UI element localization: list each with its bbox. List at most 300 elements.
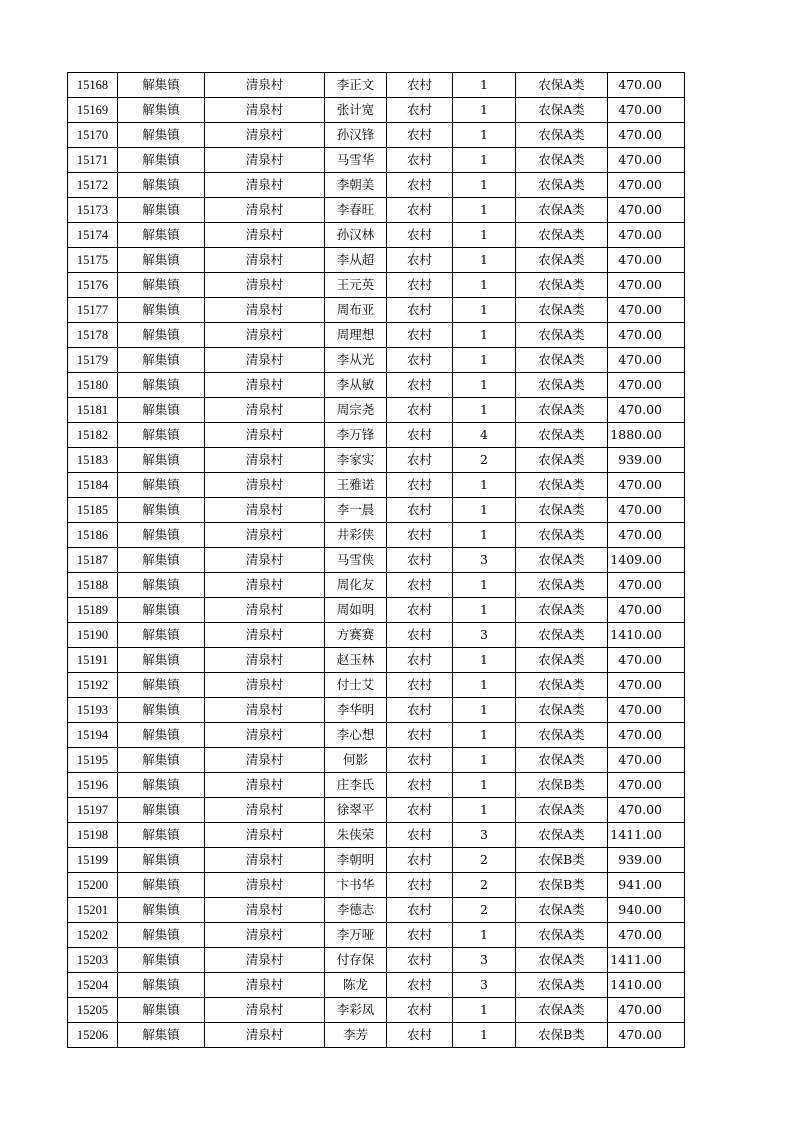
cell-category: 农保A类: [516, 473, 608, 498]
cell-village: 清泉村: [205, 398, 325, 423]
cell-village: 清泉村: [205, 198, 325, 223]
cell-town: 解集镇: [118, 973, 205, 998]
cell-amount: 470.00: [608, 673, 685, 698]
cell-name: 李彩凤: [325, 998, 387, 1023]
cell-count: 1: [453, 348, 516, 373]
cell-area: 农村: [387, 598, 453, 623]
cell-name: 方赛赛: [325, 623, 387, 648]
cell-village: 清泉村: [205, 523, 325, 548]
cell-count: 2: [453, 848, 516, 873]
table-row: [68, 473, 685, 498]
table-row: [68, 673, 685, 698]
cell-area: 农村: [387, 773, 453, 798]
cell-amount: 1880.00: [608, 423, 685, 448]
cell-category: 农保A类: [516, 498, 608, 523]
cell-name: 马雪华: [325, 148, 387, 173]
cell-seq: 15183: [68, 448, 118, 473]
cell-name: 李朝明: [325, 848, 387, 873]
cell-town: 解集镇: [118, 323, 205, 348]
table-row: [68, 398, 685, 423]
cell-amount: 470.00: [608, 498, 685, 523]
cell-name: 陈龙: [325, 973, 387, 998]
table-row: [68, 348, 685, 373]
cell-seq: 15198: [68, 823, 118, 848]
cell-category: 农保A类: [516, 448, 608, 473]
cell-category: 农保A类: [516, 923, 608, 948]
cell-town: 解集镇: [118, 923, 205, 948]
cell-seq: 15199: [68, 848, 118, 873]
cell-village: 清泉村: [205, 448, 325, 473]
table-row: [68, 573, 685, 598]
cell-seq: 15194: [68, 723, 118, 748]
cell-town: 解集镇: [118, 573, 205, 598]
cell-area: 农村: [387, 398, 453, 423]
cell-name: 孙汉锋: [325, 123, 387, 148]
cell-name: 赵玉林: [325, 648, 387, 673]
cell-area: 农村: [387, 248, 453, 273]
cell-village: 清泉村: [205, 323, 325, 348]
cell-name: 李朝美: [325, 173, 387, 198]
cell-village: 清泉村: [205, 673, 325, 698]
cell-count: 1: [453, 398, 516, 423]
cell-amount: 941.00: [608, 873, 685, 898]
cell-town: 解集镇: [118, 123, 205, 148]
cell-area: 农村: [387, 298, 453, 323]
cell-town: 解集镇: [118, 898, 205, 923]
cell-count: 2: [453, 873, 516, 898]
cell-amount: 470.00: [608, 648, 685, 673]
cell-category: 农保A类: [516, 948, 608, 973]
cell-town: 解集镇: [118, 648, 205, 673]
cell-seq: 15184: [68, 473, 118, 498]
cell-category: 农保A类: [516, 673, 608, 698]
cell-village: 清泉村: [205, 73, 325, 98]
cell-category: 农保A类: [516, 623, 608, 648]
table-row: [68, 698, 685, 723]
cell-name: 李德志: [325, 898, 387, 923]
table-row: [68, 448, 685, 473]
table-row: [68, 423, 685, 448]
cell-town: 解集镇: [118, 73, 205, 98]
cell-area: 农村: [387, 998, 453, 1023]
cell-village: 清泉村: [205, 123, 325, 148]
cell-seq: 15178: [68, 323, 118, 348]
cell-amount: 470.00: [608, 248, 685, 273]
cell-village: 清泉村: [205, 823, 325, 848]
cell-category: 农保A类: [516, 73, 608, 98]
cell-seq: 15193: [68, 698, 118, 723]
cell-category: 农保A类: [516, 348, 608, 373]
cell-name: 李从光: [325, 348, 387, 373]
table-row: [68, 798, 685, 823]
cell-seq: 15169: [68, 98, 118, 123]
table-row: [68, 648, 685, 673]
cell-name: 卞书华: [325, 873, 387, 898]
cell-count: 1: [453, 98, 516, 123]
cell-town: 解集镇: [118, 748, 205, 773]
table-row: [68, 998, 685, 1023]
cell-town: 解集镇: [118, 98, 205, 123]
cell-town: 解集镇: [118, 548, 205, 573]
table-row: [68, 823, 685, 848]
cell-seq: 15173: [68, 198, 118, 223]
cell-category: 农保A类: [516, 548, 608, 573]
table-row: [68, 123, 685, 148]
cell-area: 农村: [387, 323, 453, 348]
cell-name: 井彩侠: [325, 523, 387, 548]
cell-area: 农村: [387, 173, 453, 198]
cell-area: 农村: [387, 948, 453, 973]
cell-name: 孙汉林: [325, 223, 387, 248]
cell-area: 农村: [387, 523, 453, 548]
cell-name: 李万哑: [325, 923, 387, 948]
cell-seq: 15201: [68, 898, 118, 923]
cell-category: 农保B类: [516, 1023, 608, 1048]
cell-town: 解集镇: [118, 1023, 205, 1048]
table-row: [68, 623, 685, 648]
cell-category: 农保B类: [516, 873, 608, 898]
cell-amount: 470.00: [608, 473, 685, 498]
cell-category: 农保A类: [516, 248, 608, 273]
cell-town: 解集镇: [118, 248, 205, 273]
cell-count: 1: [453, 923, 516, 948]
cell-category: 农保A类: [516, 423, 608, 448]
cell-amount: 470.00: [608, 573, 685, 598]
cell-name: 李正文: [325, 73, 387, 98]
cell-category: 农保A类: [516, 98, 608, 123]
cell-amount: 470.00: [608, 598, 685, 623]
cell-village: 清泉村: [205, 548, 325, 573]
cell-category: 农保A类: [516, 323, 608, 348]
cell-amount: 1409.00: [608, 548, 685, 573]
cell-seq: 15186: [68, 523, 118, 548]
table-row: [68, 198, 685, 223]
cell-category: 农保A类: [516, 748, 608, 773]
cell-name: 付士艾: [325, 673, 387, 698]
cell-amount: 470.00: [608, 923, 685, 948]
cell-village: 清泉村: [205, 948, 325, 973]
cell-name: 周如明: [325, 598, 387, 623]
cell-area: 农村: [387, 723, 453, 748]
cell-seq: 15182: [68, 423, 118, 448]
cell-category: 农保A类: [516, 223, 608, 248]
cell-area: 农村: [387, 673, 453, 698]
cell-seq: 15200: [68, 873, 118, 898]
cell-count: 3: [453, 623, 516, 648]
cell-amount: 939.00: [608, 448, 685, 473]
table-row: [68, 748, 685, 773]
cell-name: 庄李氏: [325, 773, 387, 798]
cell-seq: 15202: [68, 923, 118, 948]
cell-count: 1: [453, 723, 516, 748]
cell-town: 解集镇: [118, 348, 205, 373]
cell-count: 1: [453, 373, 516, 398]
cell-area: 农村: [387, 798, 453, 823]
cell-category: 农保B类: [516, 773, 608, 798]
table-row: [68, 548, 685, 573]
cell-count: 3: [453, 823, 516, 848]
cell-count: 1: [453, 998, 516, 1023]
cell-amount: 470.00: [608, 698, 685, 723]
cell-count: 1: [453, 798, 516, 823]
cell-village: 清泉村: [205, 148, 325, 173]
cell-count: 1: [453, 573, 516, 598]
cell-category: 农保A类: [516, 698, 608, 723]
cell-count: 1: [453, 73, 516, 98]
cell-village: 清泉村: [205, 273, 325, 298]
cell-amount: 470.00: [608, 798, 685, 823]
cell-seq: 15205: [68, 998, 118, 1023]
cell-category: 农保A类: [516, 173, 608, 198]
cell-name: 王雅诺: [325, 473, 387, 498]
cell-name: 李万锋: [325, 423, 387, 448]
cell-count: 1: [453, 523, 516, 548]
cell-name: 李春旺: [325, 198, 387, 223]
cell-seq: 15195: [68, 748, 118, 773]
table-row: [68, 298, 685, 323]
cell-area: 农村: [387, 373, 453, 398]
cell-seq: 15181: [68, 398, 118, 423]
cell-category: 农保A类: [516, 373, 608, 398]
cell-seq: 15190: [68, 623, 118, 648]
cell-amount: 470.00: [608, 73, 685, 98]
cell-category: 农保A类: [516, 148, 608, 173]
cell-village: 清泉村: [205, 698, 325, 723]
cell-count: 1: [453, 298, 516, 323]
cell-category: 农保A类: [516, 973, 608, 998]
cell-town: 解集镇: [118, 423, 205, 448]
cell-seq: 15180: [68, 373, 118, 398]
cell-amount: 470.00: [608, 373, 685, 398]
cell-count: 3: [453, 548, 516, 573]
cell-area: 农村: [387, 573, 453, 598]
cell-category: 农保A类: [516, 198, 608, 223]
cell-count: 1: [453, 498, 516, 523]
cell-amount: 470.00: [608, 773, 685, 798]
table-row: [68, 598, 685, 623]
cell-name: 王元英: [325, 273, 387, 298]
cell-seq: 15174: [68, 223, 118, 248]
cell-count: 1: [453, 598, 516, 623]
cell-count: 1: [453, 148, 516, 173]
cell-town: 解集镇: [118, 998, 205, 1023]
cell-amount: 1411.00: [608, 948, 685, 973]
cell-category: 农保A类: [516, 898, 608, 923]
cell-town: 解集镇: [118, 773, 205, 798]
cell-count: 1: [453, 123, 516, 148]
cell-area: 农村: [387, 973, 453, 998]
records-table: [67, 72, 685, 1048]
cell-name: 张计宽: [325, 98, 387, 123]
cell-category: 农保A类: [516, 273, 608, 298]
cell-area: 农村: [387, 648, 453, 673]
cell-count: 2: [453, 448, 516, 473]
cell-village: 清泉村: [205, 898, 325, 923]
cell-town: 解集镇: [118, 848, 205, 873]
cell-town: 解集镇: [118, 698, 205, 723]
cell-area: 农村: [387, 498, 453, 523]
cell-area: 农村: [387, 623, 453, 648]
cell-seq: 15191: [68, 648, 118, 673]
table-row: [68, 373, 685, 398]
cell-amount: 470.00: [608, 123, 685, 148]
cell-village: 清泉村: [205, 723, 325, 748]
table-row: [68, 498, 685, 523]
cell-amount: 470.00: [608, 748, 685, 773]
cell-area: 农村: [387, 273, 453, 298]
cell-village: 清泉村: [205, 798, 325, 823]
cell-seq: 15168: [68, 73, 118, 98]
cell-category: 农保A类: [516, 798, 608, 823]
table-row: [68, 173, 685, 198]
cell-village: 清泉村: [205, 498, 325, 523]
cell-count: 4: [453, 423, 516, 448]
cell-village: 清泉村: [205, 773, 325, 798]
table-row: [68, 523, 685, 548]
cell-seq: 15203: [68, 948, 118, 973]
table-row: [68, 248, 685, 273]
cell-seq: 15188: [68, 573, 118, 598]
cell-name: 李华明: [325, 698, 387, 723]
cell-village: 清泉村: [205, 598, 325, 623]
cell-area: 农村: [387, 1023, 453, 1048]
cell-name: 李心想: [325, 723, 387, 748]
cell-category: 农保A类: [516, 598, 608, 623]
cell-amount: 939.00: [608, 848, 685, 873]
cell-village: 清泉村: [205, 648, 325, 673]
cell-seq: 15197: [68, 798, 118, 823]
cell-name: 周布亚: [325, 298, 387, 323]
cell-area: 农村: [387, 423, 453, 448]
cell-town: 解集镇: [118, 798, 205, 823]
cell-area: 农村: [387, 123, 453, 148]
cell-amount: 470.00: [608, 1023, 685, 1048]
cell-count: 1: [453, 673, 516, 698]
cell-village: 清泉村: [205, 473, 325, 498]
table-row: [68, 923, 685, 948]
cell-amount: 470.00: [608, 198, 685, 223]
cell-town: 解集镇: [118, 823, 205, 848]
cell-town: 解集镇: [118, 198, 205, 223]
cell-amount: 470.00: [608, 298, 685, 323]
cell-area: 农村: [387, 748, 453, 773]
table-row: [68, 723, 685, 748]
cell-name: 李从超: [325, 248, 387, 273]
cell-town: 解集镇: [118, 673, 205, 698]
table-row: [68, 898, 685, 923]
cell-area: 农村: [387, 848, 453, 873]
table-row: [68, 848, 685, 873]
cell-category: 农保A类: [516, 398, 608, 423]
cell-amount: 470.00: [608, 723, 685, 748]
cell-village: 清泉村: [205, 1023, 325, 1048]
cell-town: 解集镇: [118, 273, 205, 298]
cell-village: 清泉村: [205, 848, 325, 873]
records-body: [68, 73, 685, 1048]
cell-seq: 15177: [68, 298, 118, 323]
cell-town: 解集镇: [118, 623, 205, 648]
cell-area: 农村: [387, 548, 453, 573]
cell-village: 清泉村: [205, 98, 325, 123]
cell-category: 农保A类: [516, 648, 608, 673]
cell-amount: 470.00: [608, 523, 685, 548]
cell-amount: 470.00: [608, 98, 685, 123]
cell-seq: 15204: [68, 973, 118, 998]
cell-name: 马雪侠: [325, 548, 387, 573]
cell-area: 农村: [387, 448, 453, 473]
table-row: [68, 873, 685, 898]
cell-amount: 940.00: [608, 898, 685, 923]
cell-amount: 470.00: [608, 348, 685, 373]
cell-count: 2: [453, 898, 516, 923]
table-row: [68, 73, 685, 98]
cell-name: 朱侠荣: [325, 823, 387, 848]
cell-seq: 15185: [68, 498, 118, 523]
cell-name: 付存保: [325, 948, 387, 973]
table-row: [68, 948, 685, 973]
cell-category: 农保A类: [516, 298, 608, 323]
cell-village: 清泉村: [205, 348, 325, 373]
cell-area: 农村: [387, 73, 453, 98]
cell-category: 农保A类: [516, 823, 608, 848]
cell-village: 清泉村: [205, 248, 325, 273]
cell-count: 1: [453, 1023, 516, 1048]
cell-village: 清泉村: [205, 973, 325, 998]
table-row: [68, 148, 685, 173]
cell-village: 清泉村: [205, 998, 325, 1023]
cell-category: 农保A类: [516, 998, 608, 1023]
cell-village: 清泉村: [205, 298, 325, 323]
cell-amount: 1411.00: [608, 823, 685, 848]
cell-name: 周理想: [325, 323, 387, 348]
cell-amount: 1410.00: [608, 623, 685, 648]
cell-count: 1: [453, 173, 516, 198]
cell-amount: 470.00: [608, 273, 685, 298]
cell-amount: 470.00: [608, 398, 685, 423]
cell-village: 清泉村: [205, 373, 325, 398]
cell-amount: 470.00: [608, 998, 685, 1023]
cell-seq: 15187: [68, 548, 118, 573]
cell-count: 1: [453, 473, 516, 498]
cell-name: 李从敏: [325, 373, 387, 398]
cell-seq: 15192: [68, 673, 118, 698]
cell-category: 农保A类: [516, 123, 608, 148]
cell-name: 周化友: [325, 573, 387, 598]
cell-count: 1: [453, 323, 516, 348]
cell-seq: 15175: [68, 248, 118, 273]
cell-category: 农保A类: [516, 573, 608, 598]
cell-seq: 15176: [68, 273, 118, 298]
cell-seq: 15170: [68, 123, 118, 148]
cell-village: 清泉村: [205, 748, 325, 773]
cell-village: 清泉村: [205, 223, 325, 248]
cell-town: 解集镇: [118, 498, 205, 523]
cell-amount: 470.00: [608, 223, 685, 248]
cell-amount: 470.00: [608, 323, 685, 348]
cell-count: 1: [453, 198, 516, 223]
cell-count: 1: [453, 773, 516, 798]
cell-name: 何影: [325, 748, 387, 773]
cell-amount: 470.00: [608, 148, 685, 173]
cell-area: 农村: [387, 698, 453, 723]
table-row: [68, 273, 685, 298]
table-row: [68, 773, 685, 798]
cell-area: 农村: [387, 898, 453, 923]
cell-village: 清泉村: [205, 923, 325, 948]
cell-area: 农村: [387, 923, 453, 948]
cell-town: 解集镇: [118, 523, 205, 548]
cell-area: 农村: [387, 873, 453, 898]
